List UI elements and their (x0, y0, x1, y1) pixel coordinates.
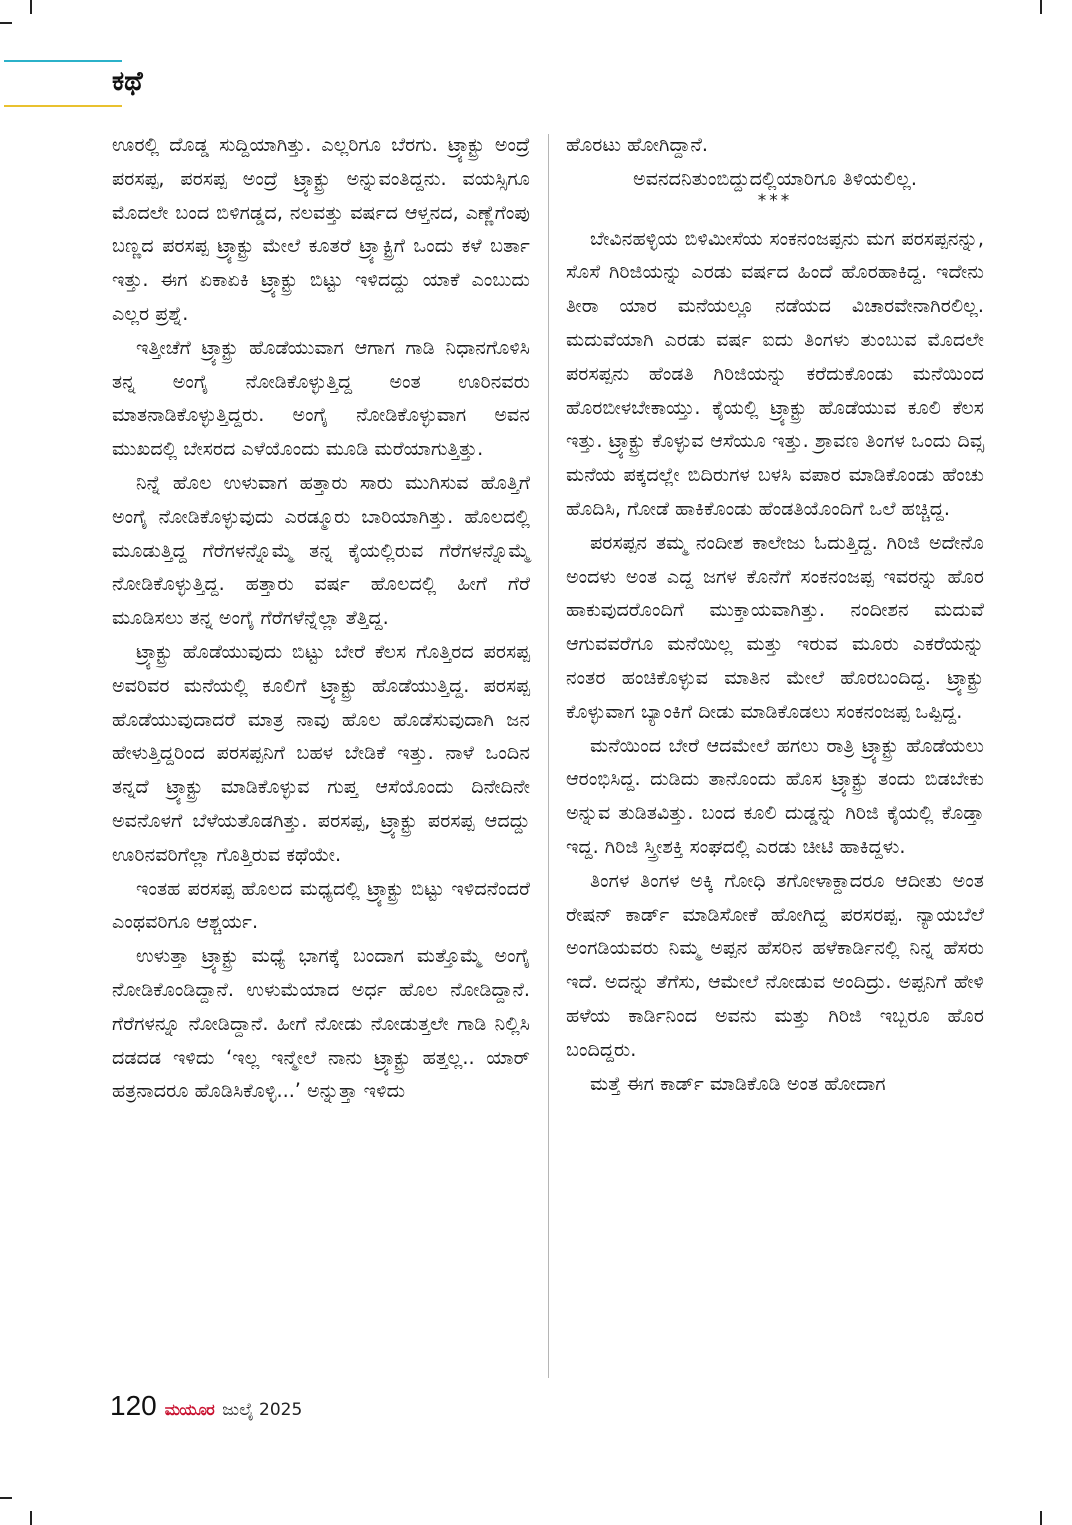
section-label: ಕಥೆ (112, 66, 143, 97)
paragraph: ಮನೆಯಿಂದ ಬೇರೆ ಆದಮೇಲೆ ಹಗಲು ರಾತ್ರಿ ಟ್ರ್ಯಾಕ್ಟ್ರು ಹೊಡೆಯಲು ಆರಂಭಿಸಿದ್ದ. ದುಡಿದು ತಾನೊಂದು ಹೊಸ ಟ್ರ್ಯಾಕ್ಟ್ರು ತಂದು ಬಿಡಬೇಕು ಅನ್ನುವ ತುಡಿತವಿತ್ತು. ಬಂದ ಕೂಲಿ ದುಡ್ಡನ್ನು ಗಿರಿಜಿ ಕೈಯಲ್ಲಿ ಕೊಡ್ತಾ ಇದ್ದ. ಗಿರಿಜಿ ಸ್ತ್ರೀಶಕ್ತಿ ಸಂಘದಲ್ಲಿ ಎರಡು ಚೀಟಿ ಹಾಕಿದ್ದಳು. (566, 733, 984, 858)
right-column (566, 128, 984, 1100)
page-number: 120 (110, 1390, 157, 1421)
paragraph: ಮತ್ತೆ ಈಗ ಕಾರ್ಡ್ ಮಾಡಿಕೊಡಿ ಅಂತ ಹೋದಾಗ (590, 1071, 886, 1095)
paragraph: ನಿನ್ನೆ ಹೊಲ ಉಳುವಾಗ ಹತ್ತಾರು ಸಾರು ಮುಗಿಸುವ ಹೊತ್ತಿಗೆ ಅಂಗೈ ನೋಡಿಕೊಳ್ಳುವುದು ಎರಡ್ಮೂರು ಬಾರಿಯಾಗಿತ್ತು. ಹೊಲದಲ್ಲಿ ಮೂಡುತ್ತಿದ್ದ ಗೆರೆಗಳನ್ನೊಮ್ಮೆ ತನ್ನ ಕೈಯಲ್ಲಿರುವ ಗೆರೆಗಳನ್ನೊಮ್ಮೆ ನೋಡಿಕೊಳ್ಳುತ್ತಿದ್ದ. ಹತ್ತಾರು ವರ್ಷ ಹೊಲದಲ್ಲಿ ಹೀಗೆ ಗೆರೆ ಮೂಡಿಸಲು ತನ್ನ ಅಂಗೈ ಗೆರೆಗಳೆನ್ನೆಲ್ಲಾ ತೆತ್ತಿದ್ದ. (112, 470, 530, 630)
crop-mark (0, 22, 12, 24)
section-rule-bottom (4, 105, 122, 107)
paragraph: ಟ್ರ್ಯಾಕ್ಟ್ರು ಹೊಡೆಯುವುದು ಬಿಟ್ಟು ಬೇರೆ ಕೆಲಸ ಗೊತ್ತಿರದ ಪರಸಪ್ಪ ಅವರಿವರ ಮನೆಯಲ್ಲಿ ಕೂಲಿಗೆ ಟ್ರ್ಯಾಕ್ಟ್ರು ಹೊಡೆಯುತ್ತಿದ್ದ. ಪರಸಪ್ಪ ಹೊಡೆಯುವುದಾದರೆ ಮಾತ್ರ ನಾವು ಹೊಲ ಹೊಡೆಸುವುದಾಗಿ ಜನ ಹೇಳುತ್ತಿದ್ದರಿಂದ ಪರಸಪ್ಪನಿಗೆ ಬಹಳ ಬೇಡಿಕೆ ಇತ್ತು. ನಾಳೆ ಒಂದಿನ ತನ್ನದೆ ಟ್ರ್ಯಾಕ್ಟ್ರು ಮಾಡಿಕೊಳ್ಳುವ ಗುಪ್ತ ಆಸೆಯೊಂದು ದಿನೇದಿನೇ ಅವನೊಳಗೆ ಬೆಳೆಯತೊಡಗಿತ್ತು. ಪರಸಪ್ಪ, ಟ್ರ್ಯಾಕ್ಟ್ರು ಪರಸಪ್ಪ ಆದದ್ದು ಊರಿನವರಿಗೆಲ್ಲಾ ಗೊತ್ತಿರುವ ಕಥೆಯೇ. (112, 639, 530, 866)
paragraph: ಪರಸಪ್ಪನ ತಮ್ಮ ನಂದೀಶ ಕಾಲೇಜು ಓದುತ್ತಿದ್ದ. ಗಿರಿಜಿ ಅದೇನೊ ಅಂದಳು ಅಂತ ಎದ್ದ ಜಗಳ ಕೊನೆಗೆ ಸಂಕನಂಜಪ್ಪ ಇವರನ್ನು ಹೊರ ಹಾಕುವುದರೊಂದಿಗೆ ಮುಕ್ತಾಯವಾಗಿತ್ತು. ನಂದೀಶನ ಮದುವೆ ಆಗುವವರೆಗೂ ಮನೆಯಿಲ್ಲ ಮತ್ತು ಇರುವ ಮೂರು ಎಕರೆಯನ್ನು ನಂತರ ಹಂಚಿಕೊಳ್ಳುವ ಮಾತಿನ ಮೇಲೆ ಹೊರಬಂದಿದ್ದ. ಟ್ರ್ಯಾಕ್ಟ್ರು ಕೊಳ್ಳುವಾಗ ಬ್ಯಾಂಕಿಗೆ ದೀಡು ಮಾಡಿಕೊಡಲು ಸಂಕನಂಜಪ್ಪ ಒಪ್ಪಿದ್ದ. (566, 530, 984, 723)
crop-mark (30, 0, 32, 14)
column-divider (548, 134, 549, 1378)
issue-date: ಜುಲೈ 2025 (222, 1400, 303, 1420)
paragraph: ತಿಂಗಳ ತಿಂಗಳ ಅಕ್ಕಿ ಗೋಧಿ ತಗೋಳಾಕ್ದಾದರೂ ಆದೀತು ಅಂತ ರೇಷನ್ ಕಾರ್ಡ್ ಮಾಡಿಸೋಕೆ ಹೋಗಿದ್ದ ಪರಸರಪ್ಪ. ನ್ಯಾಯಬೆಲೆ ಅಂಗಡಿಯವರು ನಿಮ್ಮ ಅಪ್ಪನ ಹೆಸರಿನ ಹಳೆಕಾರ್ಡಿನಲ್ಲಿ ನಿನ್ನ ಹೆಸರು ಇದೆ. ಅದನ್ನು ತೆಗೆಸು, ಆಮೇಲೆ ನೋಡುವ ಅಂದಿದ್ರು. ಅಪ್ಪನಿಗೆ ಹೇಳಿ ಹಳೆಯ ಕಾರ್ಡಿನಿಂದ ಅವನು ಮತ್ತು ಗಿರಿಜಿ ಇಬ್ಬರೂ ಹೊರ ಬಂದಿದ್ದರು. (566, 868, 984, 1061)
page-footer (110, 1390, 302, 1422)
section-rule-top (4, 60, 122, 62)
left-column (112, 128, 530, 1108)
magazine-logo: ಮಯೂರ (164, 1400, 215, 1419)
paragraph: ಊರಲ್ಲಿ ದೊಡ್ಡ ಸುದ್ದಿಯಾಗಿತ್ತು. ಎಲ್ಲರಿಗೂ ಬೆರಗು. ಟ್ರ್ಯಾಕ್ಟ್ರು ಅಂದ್ರೆ ಪರಸಪ್ಪ, ಪರಸಪ್ಪ ಅಂದ್ರೆ ಟ್ರ್ಯಾಕ್ಟ್ರು ಅನ್ನುವಂತಿದ್ದನು. ವಯಸ್ಸಿಗೂ ಮೊದಲೇ ಬಂದ ಬಿಳಿಗಡ್ಡದ, ನಲವತ್ತು ವರ್ಷದ ಆಳ್ತನದ, ಎಣ್ಣೆಗೆಂಪು ಬಣ್ಣದ ಪರಸಪ್ಪ ಟ್ರ್ಯಾಕ್ಟ್ರು ಮೇಲೆ ಕೂತರೆ ಟ್ರ್ಯಾಕ್ಟ್ರಿಗೆ ಒಂದು ಕಳೆ ಬರ್ತಾ ಇತ್ತು. ಈಗ ಏಕಾಏಕಿ ಟ್ರ್ಯಾಕ್ಟ್ರು ಬಿಟ್ಟು ಇಳಿದದ್ದು ಯಾಕೆ ಎಂಬುದು ಎಲ್ಲರ ಪ್ರಶ್ನೆ. (112, 133, 530, 325)
crop-mark (30, 1511, 32, 1525)
paragraph: ಇಂತಹ ಪರಸಪ್ಪ ಹೊಲದ ಮಧ್ಯದಲ್ಲಿ ಟ್ರ್ಯಾಕ್ಟ್ರು ಬಿಟ್ಟು ಇಳಿದನೆಂದರೆ ಎಂಥವರಿಗೂ ಆಶ್ಚರ್ಯ. (112, 876, 530, 934)
paragraph: ಇತ್ತೀಚೆಗೆ ಟ್ರ್ಯಾಕ್ಟ್ರು ಹೊಡೆಯುವಾಗ ಆಗಾಗ ಗಾಡಿ ನಿಧಾನಗೊಳಿಸಿ ತನ್ನ ಅಂಗೈ ನೋಡಿಕೊಳ್ಳುತ್ತಿದ್ದ ಅಂತ ಊರಿನವರು ಮಾತನಾಡಿಕೊಳ್ಳುತ್ತಿದ್ದರು. ಅಂಗೈ ನೋಡಿಕೊಳ್ಳುವಾಗ ಅವನ ಮುಖದಲ್ಲಿ ಬೇಸರದ ಎಳೆಯೊಂದು ಮೂಡಿ ಮರೆಯಾಗುತ್ತಿತ್ತು. (112, 335, 530, 461)
crop-mark (1040, 1511, 1042, 1525)
section-separator: *** (757, 190, 793, 211)
paragraph: ಉಳುತ್ತಾ ಟ್ರ್ಯಾಕ್ಟ್ರು ಮಧ್ಯೆ ಭಾಗಕ್ಕೆ ಬಂದಾಗ ಮತ್ತೊಮ್ಮೆ ಅಂಗೈ ನೋಡಿಕೊಂಡಿದ್ದಾನೆ. ಉಳುಮೆಯಾದ ಅರ್ಧ ಹೊಲ ನೋಡಿದ್ದಾನೆ. ಗೆರೆಗಳನ್ನೂ ನೋಡಿದ್ದಾನೆ. ಹೀಗೆ ನೋಡು ನೋಡುತ್ತಲೇ ಗಾಡಿ ನಿಲ್ಲಿಸಿ ದಡದಡ ಇಳಿದು ‘ಇಲ್ಲ ಇನ್ಮೇಲೆ ನಾನು ಟ್ರ್ಯಾಕ್ಟ್ರು ಹತ್ತಲ್ಲ.. ಯಾರ್ ಹತ್ರನಾದರೂ ಹೊಡಿಸಿಕೊಳ್ಳಿ...’ ಅನ್ನುತ್ತಾ ಇಳಿದು (112, 944, 530, 1103)
paragraph: ಹೊರಟು ಹೋಗಿದ್ದಾನೆ. (566, 133, 708, 156)
paragraph: ಬೇವಿನಹಳ್ಳಿಯ ಬಿಳಿಮೀಸೆಯ ಸಂಕನಂಜಪ್ಪನು ಮಗ ಪರಸಪ್ಪನನ್ನು, ಸೊಸೆ ಗಿರಿಜಿಯನ್ನು ಎರಡು ವರ್ಷದ ಹಿಂದೆ ಹೊರಹಾಕಿದ್ದ. ಇದೇನು ತೀರಾ ಯಾರ ಮನೆಯಲ್ಲೂ ನಡೆಯದ ವಿಚಾರವೇನಾಗಿರಲಿಲ್ಲ. ಮದುವೆಯಾಗಿ ಎರಡು ವರ್ಷ ಐದು ತಿಂಗಳು ತುಂಬುವ ಮೊದಲೇ ಪರಸಪ್ಪನು ಹೆಂಡತಿ ಗಿರಿಜಿಯನ್ನು ಕರೆದುಕೊಂಡು ಮನೆಯಿಂದ ಹೊರಬೀಳಬೇಕಾಯ್ತು. ಕೈಯಲ್ಲಿ ಟ್ರ್ಯಾಕ್ಟ್ರು ಹೊಡೆಯುವ ಕೂಲಿ ಕೆಲಸ ಇತ್ತು. ಟ್ರ್ಯಾಕ್ಟ್ರು ಕೊಳ್ಳುವ ಆಸೆಯೂ ಇತ್ತು. ಶ್ರಾವಣ ತಿಂಗಳ ಒಂದು ದಿವ್ಸ ಮನೆಯ ಪಕ್ಕದಲ್ಲೇ ಬಿದಿರುಗಳ ಬಳಸಿ ವಪಾರ ಮಾಡಿಕೊಂಡು ಹೆಂಚು ಹೊದಿಸಿ, ಗೋಡೆ ಹಾಕಿಕೊಂಡು ಹೆಂಡತಿಯೊಂದಿಗೆ ಒಲೆ ಹಚ್ಚಿದ್ದ. (566, 226, 984, 520)
centered-line: ಅವನದನಿತುಂಬಿದ್ದುದಲ್ಲಿಯಾರಿಗೂ ತಿಳಿಯಲಿಲ್ಲ. (633, 166, 917, 190)
crop-mark (1040, 0, 1042, 14)
crop-mark (0, 1497, 12, 1499)
